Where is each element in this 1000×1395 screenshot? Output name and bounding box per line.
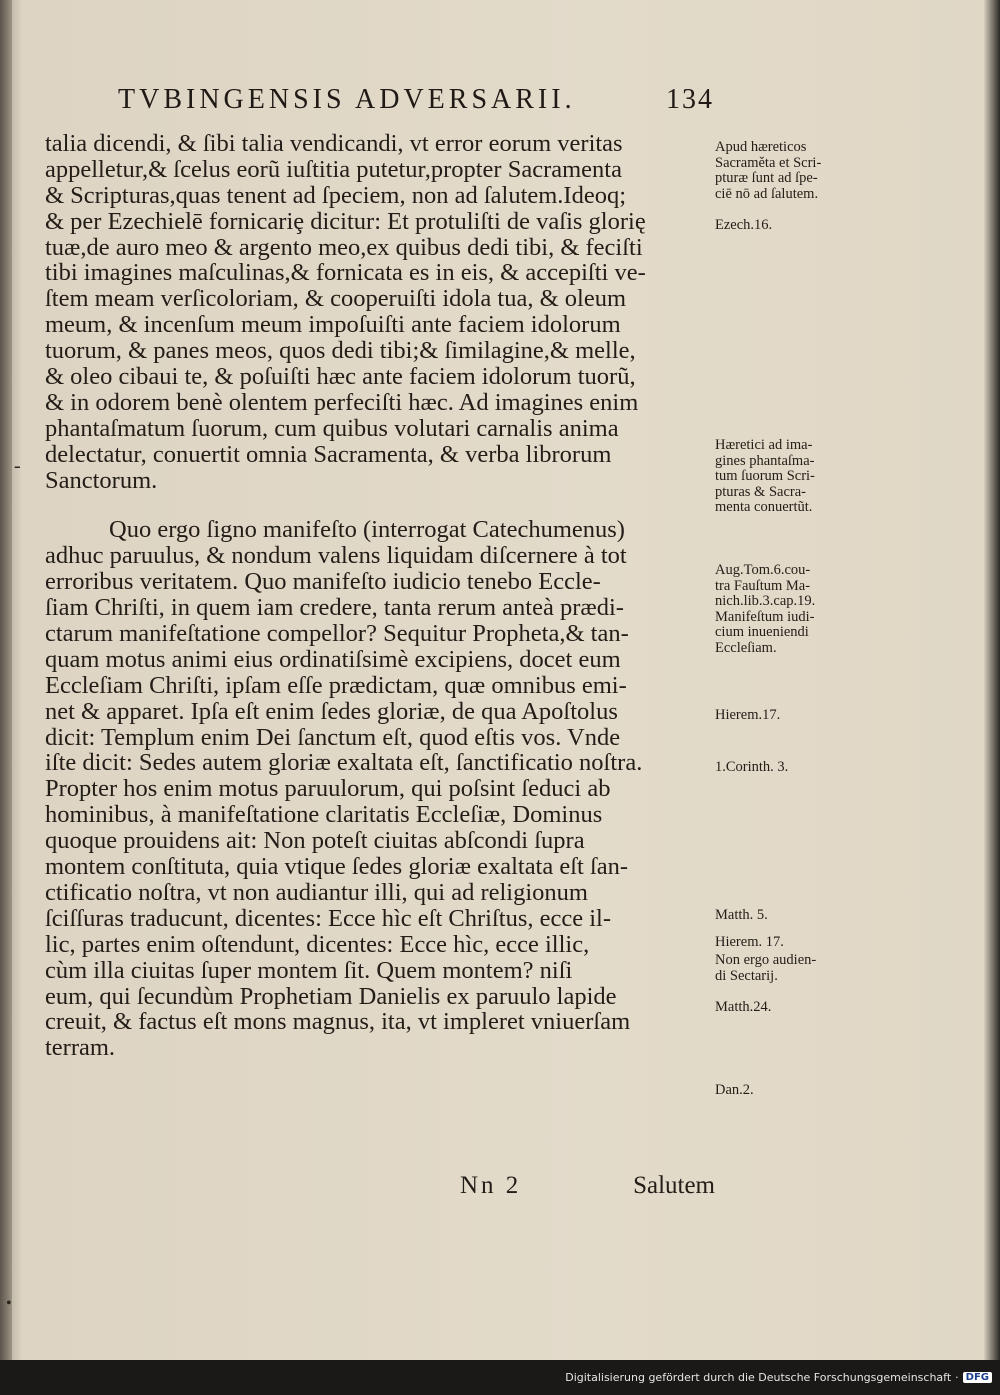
text-line: ctificatio noſtra, vt non audiantur illi, qui ad religionum <box>45 879 588 906</box>
paragraph-1 <box>45 131 710 493</box>
text-line: dicit: Templum enim Dei ſanctum eſt, quod eſtis vos. Vnde <box>45 724 621 751</box>
margin-note-line: tra Fauſtum Ma- <box>715 577 811 594</box>
credit-text: Digitalisierung gefördert durch die Deutsche Forschungsgemeinschaft <box>565 1371 952 1384</box>
margin-note-line: 1.Corinth. 3. <box>715 759 789 775</box>
margin-note-line: Sacraměta et Scri- <box>715 154 822 171</box>
text-line: montem conſtituta, quia vtique ſedes gloriæ exaltata eſt ſan- <box>45 854 629 880</box>
margin-note <box>715 760 875 776</box>
page-number: 134 <box>666 84 714 115</box>
margin-note <box>715 953 875 984</box>
text-line: & Scripturas,quas tenent ad ſpeciem, non ad ſalutem.Ideoq; <box>45 182 627 209</box>
margin-note <box>715 935 875 951</box>
text-line: meum, & incenſum meum impoſuiſti ante faciem idolorum <box>45 312 621 339</box>
text-line: lic, partes enim oſtendunt, dicentes: Ecce hìc, ecce illic, <box>45 931 590 958</box>
text-line: creuit, & factus eſt mons magnus, ita, vt impleret vniuerſam <box>45 1009 631 1036</box>
running-title: TVBINGENSIS ADVERSARII. <box>118 84 576 115</box>
text-line: phantaſmatum ſuorum, cum quibus volutari carnalis anima <box>45 415 619 442</box>
book-gutter <box>0 0 12 1360</box>
margin-note <box>715 708 875 724</box>
margin-note-line: Apud hæreticos <box>715 139 807 155</box>
margin-note <box>715 140 875 202</box>
text-line: ctarum manifeſtatione compellor? Sequitur Propheta,& tan- <box>45 621 629 647</box>
gutter-mark: - <box>14 455 21 477</box>
text-line: tuorum, & panes meos, quos dedi tibi;& ſimilagine,& melle, <box>45 338 636 365</box>
margin-note-line: ciē nō ad ſalutem. <box>715 185 819 202</box>
margin-note <box>715 1000 875 1016</box>
margin-note-line: Hæretici ad ima- <box>715 437 813 453</box>
margin-note <box>715 563 875 656</box>
digitization-credit: Digitalisierung gefördert durch die Deutsche Forschungsgemeinschaft · DFG <box>565 1371 992 1384</box>
margin-note-line: cium inueniendi <box>715 624 809 640</box>
text-line: appelletur,& ſcelus eorũ iuſtitia putetur,propter Sacramenta <box>45 156 622 183</box>
text-line: Propter hos enim motus paruulorum, qui poſsint ſeduci ab <box>45 776 611 803</box>
text-line: Quo ergo ſigno manifeſto (interrogat Catechumenus) <box>109 517 625 544</box>
margin-note-line: pturæ ſunt ad ſpe- <box>715 170 818 186</box>
text-line: tibi imagines maſculinas,& fornicata es in eis, & accepiſti ve- <box>45 260 646 287</box>
page-footer <box>460 1172 715 1202</box>
catchword: Salutem <box>633 1172 715 1199</box>
margin-note-line: gines phantaſma- <box>715 452 815 469</box>
signature-mark: Nn 2 <box>460 1172 522 1199</box>
margin-note-line: nich.lib.3.cap.19. <box>715 593 816 609</box>
text-line: adhuc paruulus, & nondum valens liquidam diſcernere à tot <box>45 543 627 570</box>
text-line: talia dicendi, & ſibi talia vendicandi, vt error eorum veritas <box>45 131 623 157</box>
page-header <box>118 84 714 124</box>
text-line: & in odorem benè olentem perfeciſti hæc. Ad imagines enim <box>45 389 639 416</box>
text-line: quam motus animi eius ordinatiſsimè excipiens, docet eum <box>45 646 621 673</box>
text-line: ſiam Chriſti, in quem iam credere, tanta rerum anteà prædi- <box>45 595 624 622</box>
text-line: cùm illa ciuitas ſuper montem ſit. Quem montem? niſi <box>45 957 573 984</box>
text-line: quoque prouidens ait: Non poteſt ciuitas abſcondi ſupra <box>45 828 585 855</box>
text-line: ſciſſuras traducunt, dicentes: Ecce hìc eſt Chriſtus, ecce il- <box>45 905 612 932</box>
text-line: Sanctorum. <box>45 467 158 494</box>
gutter-dot: • <box>6 1295 12 1312</box>
margin-note-line: Aug.Tom.6.cou- <box>715 562 811 578</box>
margin-note-line: Hierem. 17. <box>715 934 784 950</box>
text-line: & oleo cibaui te, & poſuiſti hæc ante faciem idolorum tuorũ, <box>45 364 636 390</box>
text-line: eum, qui ſecundùm Prophetiam Danielis ex paruulo lapide <box>45 983 617 1010</box>
margin-note-line: di Sectarij. <box>715 967 778 984</box>
margin-note-line: Ezech.16. <box>715 217 773 233</box>
text-line: iſte dicit: Sedes autem gloriæ exaltata eſt, ſanctificatio noſtra. <box>45 750 643 777</box>
margin-note-line: Hierem.17. <box>715 707 781 723</box>
margin-note-line: Matth. 5. <box>715 907 768 923</box>
margin-note-line: pturas & Sacra- <box>715 483 806 500</box>
margin-note <box>715 438 875 516</box>
text-line: & per Ezechielē fornicariȩ dicitur: Et protuliſti de vaſis glorię <box>45 208 646 235</box>
main-text <box>45 131 710 1061</box>
text-line: Eccleſiam Chriſti, ipſam eſſe prædictam, quæ omnibus emi- <box>45 672 627 699</box>
dfg-logo: DFG <box>963 1372 992 1383</box>
margin-note <box>715 908 875 924</box>
paragraph-gap <box>45 493 710 517</box>
text-line: delectatur, conuertit omnia Sacramenta, & verba librorum <box>45 441 612 468</box>
margin-note-line: Dan.2. <box>715 1082 754 1098</box>
page-edge <box>984 0 1000 1360</box>
text-line: terram. <box>45 1035 116 1062</box>
text-line: ſtem meam verſicoloriam, & cooperuiſti idola tua, & oleum <box>45 286 627 313</box>
paragraph-2 <box>45 517 710 1061</box>
margin-note-line: menta conuertũt. <box>715 499 813 515</box>
margin-note-line: tum ſuorum Scri- <box>715 468 815 484</box>
margin-note-line: Matth.24. <box>715 999 772 1015</box>
text-line: erroribus veritatem. Quo manifeſto iudicio tenebo Eccle- <box>45 569 601 596</box>
margin-note <box>715 1083 875 1099</box>
margin-note-line: Non ergo audien- <box>715 952 817 968</box>
margin-note <box>715 218 875 234</box>
margin-note-line: Eccleſiam. <box>715 639 777 656</box>
text-line: tuæ,de auro meo & argento meo,ex quibus dedi tibi, & feciſti <box>45 234 643 261</box>
text-line: hominibus, à manifeſtatione claritatis Eccleſiæ, Dominus <box>45 802 603 829</box>
text-line: net & apparet. Ipſa eſt enim ſedes gloriæ, de qua Apoſtolus <box>45 698 618 725</box>
margin-note-line: Manifeſtum iudi- <box>715 608 815 625</box>
